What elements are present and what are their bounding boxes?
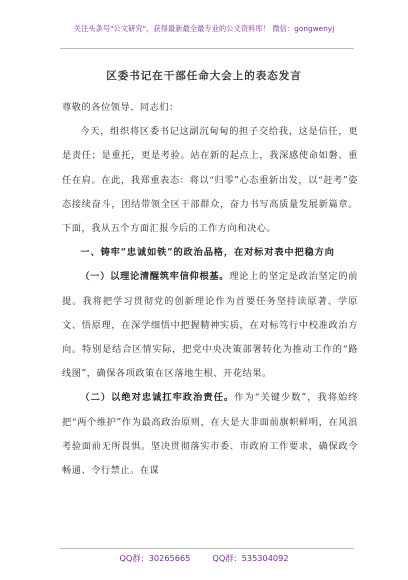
footer-divider <box>60 548 354 549</box>
document-title: 区委书记在干部任命大会上的表态发言 <box>106 70 302 82</box>
subsection-paragraph-1 <box>62 265 358 386</box>
subsection-heading-2: （二）以绝对忠诚扛牢政治责任。 <box>80 392 235 404</box>
subsection-text-1: 理论上的坚定是政治坚定的前提。我将把学习贯彻党的创新理论作为首要任务坚持读原著、学原文、悟原理，在深学细悟中把握精神实质，在对标笃行中校准政治方向。特别是结合区情实际，把党中央决策部署转化为推动工作的“路线图”，确保各项政策在区落地生根、开花结果。 <box>62 271 359 380</box>
section-heading-1: 一、铸牢“忠诚如铁”的政治品格，在对标对表中把稳方向 <box>80 247 335 259</box>
salutation: 尊敬的各位领导、同志们： <box>62 102 179 113</box>
document-body <box>62 96 358 483</box>
footer-qq-group-1: QQ群：30265665 <box>119 553 191 563</box>
subsection-paragraph-2 <box>62 386 358 483</box>
header-divider <box>60 48 354 49</box>
subsection-text-2: 作为“关键少数”，我将始终把“两个维护”作为最高政治原则，在大是大非面前旗帜鲜明，在风浪考验面前无所畏惧。坚决贯彻落实市委、市政府工作要求，确保政令畅通、令行禁止。在谋 <box>62 392 359 477</box>
subsection-heading-1: （一）以理论清醒筑牢信仰根基。 <box>80 271 230 283</box>
footer-qq-group-2: QQ群：535304092 <box>212 553 289 563</box>
intro-paragraph: 今天，组织将区委书记这副沉甸甸的担子交给我，这是信任，更是责任；是重托，更是考验。站在新的起点上，我深感使命如磐、重任在肩。在此，我郑重表态：将以“归零”心态重新出发，以“赶考”姿态接续奋斗，团结带领全区干部群众，奋力书写高质量发展新篇章。下面，我从五个方面汇报今后的工作方向和决心。 <box>62 126 358 235</box>
footer <box>0 553 408 564</box>
header-note: 关注头条号"公文研究"，获得最新最全最专业的公文资料库！ 微信：gongwenyj <box>73 24 335 33</box>
